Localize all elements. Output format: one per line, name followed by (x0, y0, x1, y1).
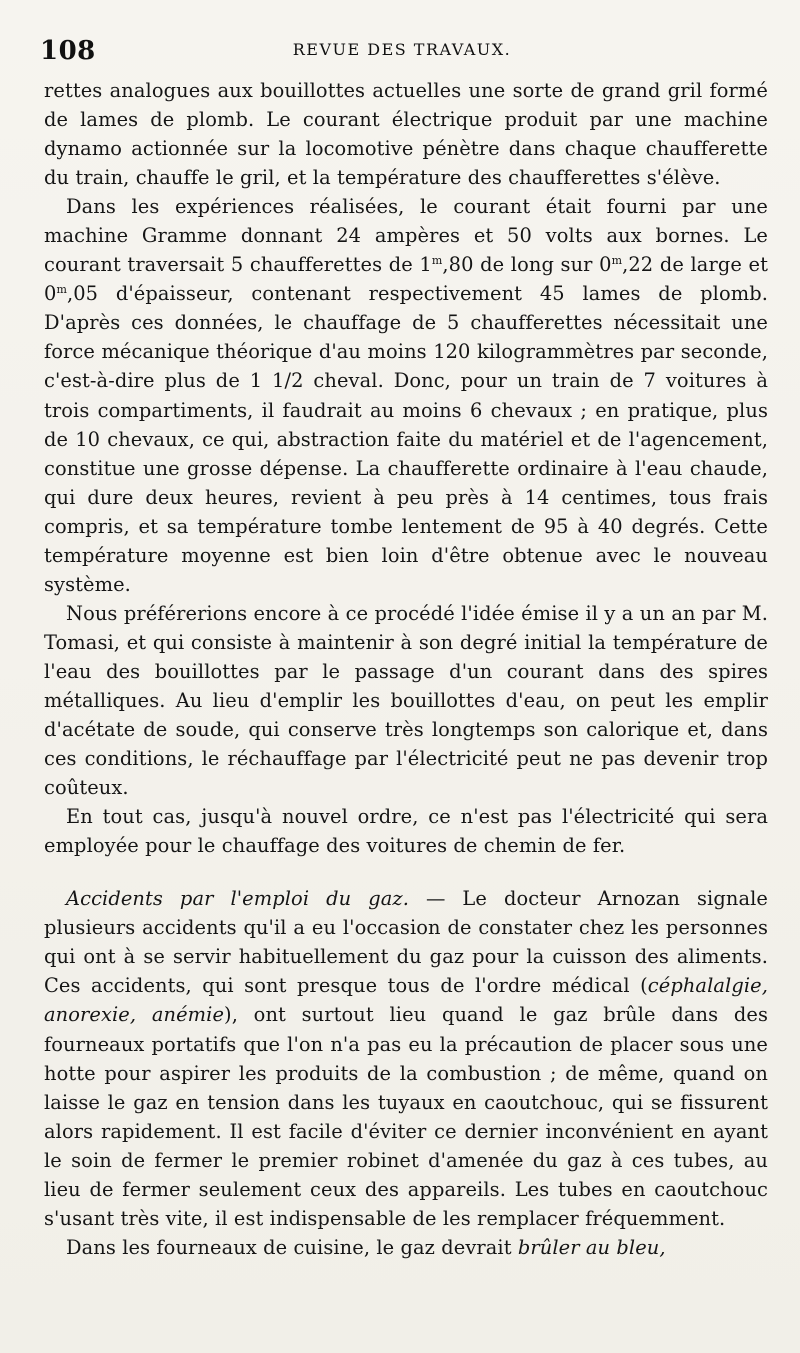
paragraph-experiments (44, 192, 768, 599)
paragraph-gas-accidents (44, 884, 768, 1233)
superscript-unit: m (56, 283, 67, 297)
italic-symptoms: céphalalgie, anorexie, anémie (44, 974, 768, 1027)
paragraph-continuation: rettes analogues aux bouillottes actuelles une sorte de grand gril formé de lames de plomb. Le courant électrique produit par une machine dynamo actionnée sur la locomotive pénètre dans chaque chaufferette du train, chauffe le gril, et la température des chaufferettes s'élève. (44, 79, 768, 190)
section-gap (44, 860, 768, 884)
superscript-unit: m (431, 254, 443, 268)
paragraph-tomasi: Nous préférerions encore à ce procédé l'idée émise il y a un an par M. Tomasi, et qui consiste à maintenir à son degré initial la température de l'eau des bouillottes par le passage d'un courant dans des spires métalliques. Au lieu d'emplir les bouillottes d'eau, on peut les emplir d'acétate de soude, qui conserve très longtemps son calorique et, dans ces conditions, le réchauffage par l'électricité peut ne pas devenir trop coûteux. (44, 601, 768, 800)
text-run: ,80 de long sur 0 (442, 253, 612, 277)
paragraph-conclusion: En tout cas, jusqu'à nouvel ordre, ce n'est pas l'électricité qui sera employée pour le chauffage des voitures de chemin de fer. (44, 805, 768, 858)
running-head: REVUE DES TRAVAUX. (292, 40, 512, 59)
section-title: Accidents par l'emploi du gaz. (66, 887, 409, 911)
page-number: 108 (40, 36, 96, 66)
text-run: ,05 d'épaisseur, contenant respectivement 45 lames de plomb. D'après ces données, le chauffage de 5 chaufferettes nécessitait une force mécanique théorique d'au moins 120 kilogrammètres par seconde, c'est-à-dire plus de 1 1/2 cheval. Donc, pour un train de 7 voitures à trois compartiments, il faudrait au moins 6 chevaux ; en pratique, plus de 10 chevaux, ce qui, abstraction faite du matériel et de l'agencement, constitue une grosse dépense. La chaufferette ordinaire à l'eau chaude, qui dure deux heures, revient à peu près à 14 centimes, tous frais compris, et sa température tombe lentement de 95 à 40 degrés. Cette température moyenne est bien loin d'être obtenue avec le nouveau système. (44, 282, 768, 596)
paragraph-kitchen-stoves (44, 1233, 768, 1262)
text-run: — Le docteur Arnozan signale plusieurs accidents qu'il a eu l'occasion de constater chez les personnes qui ont à se servir habituellement du gaz pour la cuisson des aliments. Ces accidents, qui sont presque tous de l'ordre médical ( (44, 887, 768, 998)
text-run: Dans les fourneaux de cuisine, le gaz devrait (66, 1235, 518, 1259)
text-run: ,22 de large et 0 (44, 253, 768, 306)
italic-phrase: brûler au bleu, (517, 1235, 666, 1259)
text-run: Dans les expériences réalisées, le courant était fourni par une machine Gramme donnant 24 ampères et 50 volts aux bornes. Le courant traversait 5 chaufferettes de 1 (44, 195, 768, 277)
body-text (44, 76, 768, 1262)
page-header (40, 34, 764, 68)
text-run: ), ont surtout lieu quand le gaz brûle dans des fourneaux portatifs que l'on n'a pas eu la précaution de placer sous une hotte pour aspirer les produits de la combustion ; de même, quand on laisse le gaz en tension dans les tuyaux en caoutchouc, qui se fissurent alors rapidement. Il est facile d'éviter ce dernier inconvénient en ayant le soin de fermer le premier robinet d'amenée du gaz à ces tubes, au lieu de fermer seulement ceux des appareils. Les tubes en caoutchouc s'usant très vite, il est indispensable de les remplacer fréquemment. (44, 1003, 768, 1230)
superscript-unit: m (611, 254, 623, 268)
